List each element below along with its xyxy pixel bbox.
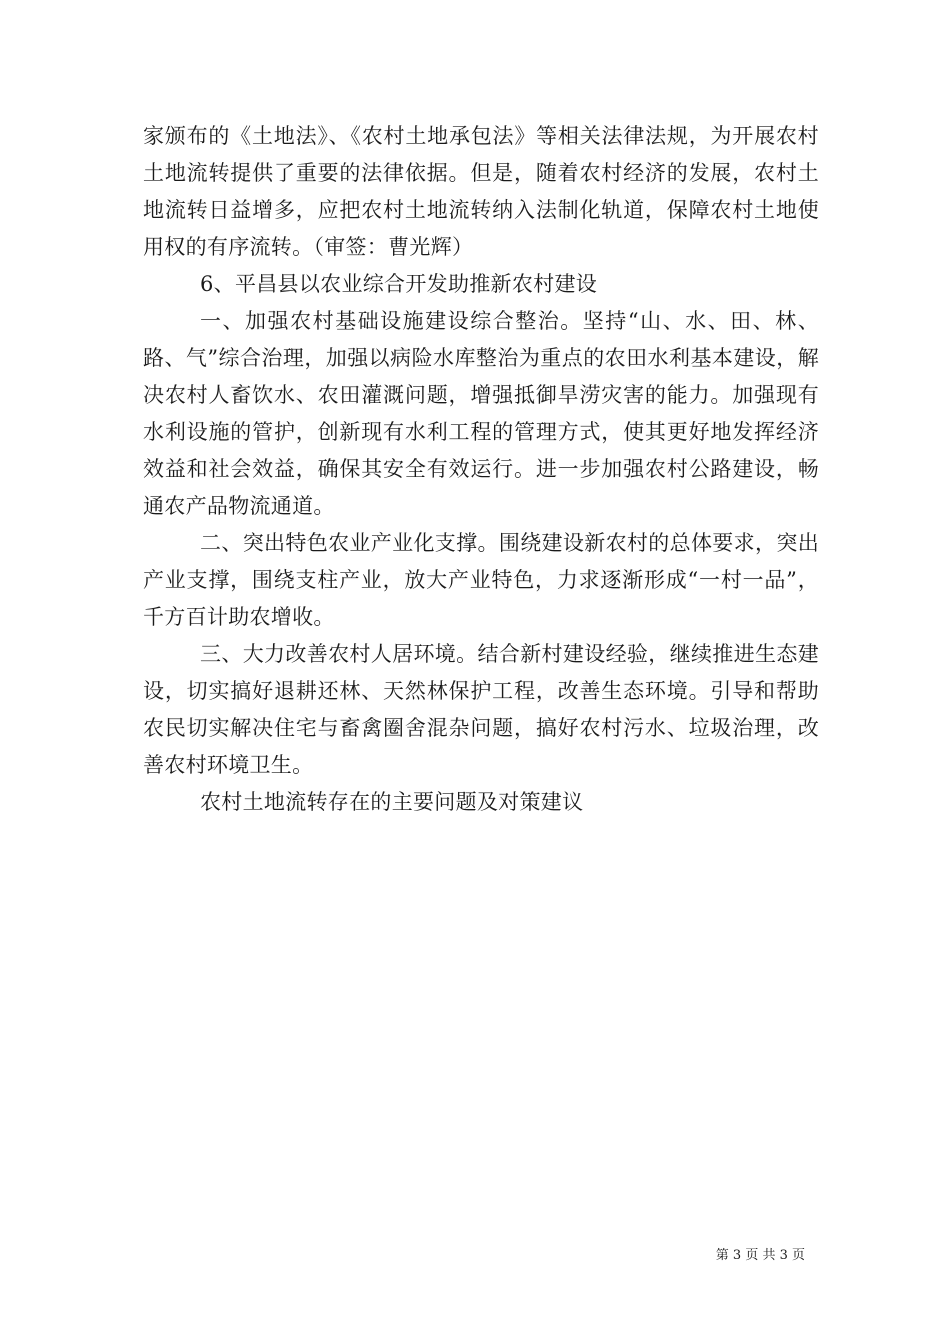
paragraph-industry-support: 二、突出特色农业产业化支撑。围绕建设新农村的总体要求，突出产业支撑，围绕支柱产业，放大产业特色，力求逐渐形成“一村一品”，千方百计助农增收。: [143, 531, 819, 629]
document-body: [143, 118, 819, 821]
paragraph-closing-title: 农村土地流转存在的主要问题及对策建议: [200, 790, 584, 814]
paragraph-legal-basis: 家颁布的《土地法》、《农村土地承包法》等相关法律法规，为开展农村土地流转提供了重要的法律依据。但是，随着农村经济的发展，农村土地流转日益增多，应把农村土地流转纳入法制化轨道，保障农村土地使用权的有序流转。（审签：曹光辉）: [143, 124, 819, 259]
paragraph-living-environment: 三、大力改善农村人居环境。结合新村建设经验，继续推进生态建设，切实搞好退耕还林、天然林保护工程，改善生态环境。引导和帮助农民切实解决住宅与畜禽圈舍混杂问题，搞好农村污水、垃圾治理，改善农村环境卫生。: [143, 642, 819, 777]
page-number-footer: 第 3 页 共 3 页: [715, 1248, 805, 1263]
paragraph-infrastructure: 一、加强农村基础设施建设综合整治。坚持“山、水、田、林、路、气”综合治理，加强以病险水库整治为重点的农田水利基本建设，解决农村人畜饮水、农田灌溉问题，增强抵御旱涝灾害的能力。加强现有水利设施的管护，创新现有水利工程的管理方式，使其更好地发挥经济效益和社会效益，确保其安全有效运行。进一步加强农村公路建设，畅通农产品物流通道。: [143, 309, 819, 518]
section-heading-pingchang: 6、平昌县以农业综合开发助推新农村建设: [200, 272, 598, 296]
